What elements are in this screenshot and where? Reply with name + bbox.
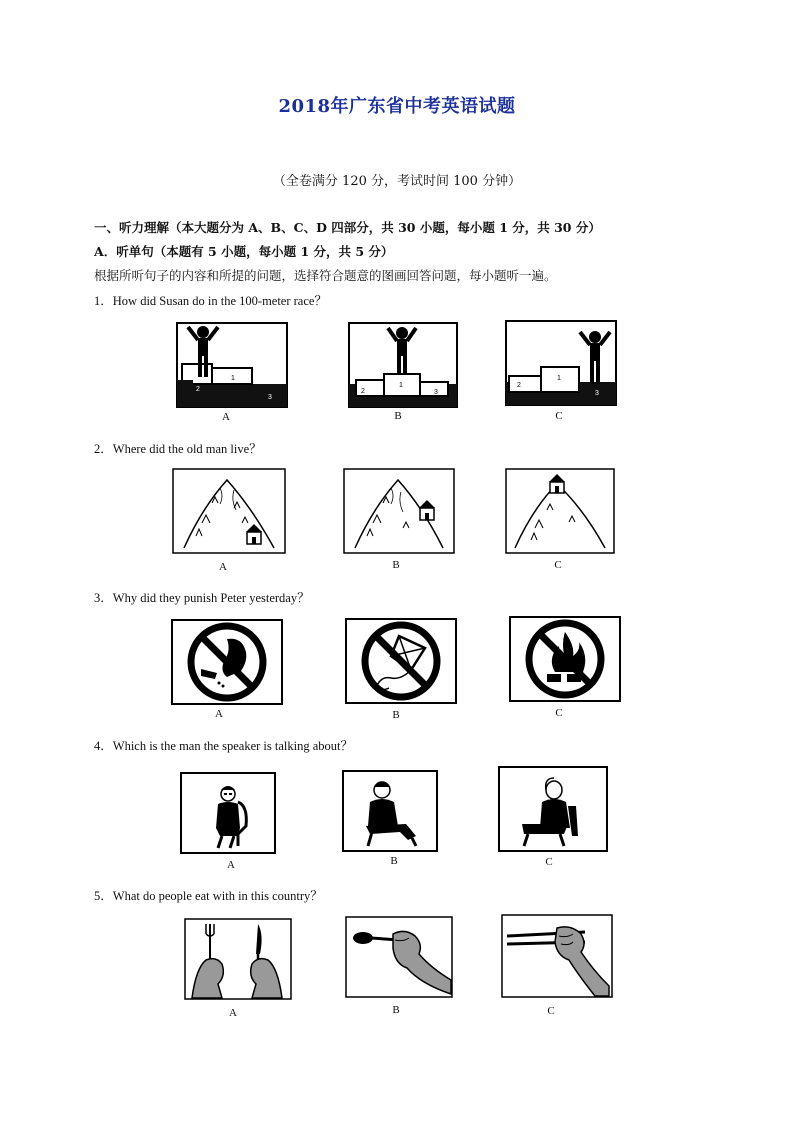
option-label-2a: A — [219, 561, 227, 573]
option-picture-4c[interactable] — [498, 766, 608, 852]
option-picture-2b[interactable] — [343, 468, 455, 554]
question-3 — [94, 588, 310, 606]
option-picture-2c[interactable] — [505, 468, 615, 554]
option-label-3c: C — [555, 707, 563, 719]
exam-subtitle: （全卷满分 120 分，考试时间 100 分钟） — [272, 174, 522, 189]
option-picture-5c[interactable] — [501, 914, 613, 998]
section-heading: 一、听力理解（本大题分为 A、B、C、D 四部分，共 30 小题，每小题 1 分，共 30 分） — [94, 220, 601, 235]
part-a-instruction: 根据所听句子的内容和所提的问题，选择符合题意的图画回答问题，每小题听一遍。 — [94, 268, 557, 283]
question-2 — [94, 439, 262, 457]
question-text: Where did the old man live？ — [112, 442, 262, 456]
question-number: 4． — [94, 739, 113, 753]
option-picture-3a[interactable] — [171, 619, 283, 705]
option-picture-1a[interactable] — [176, 322, 288, 408]
option-picture-4b[interactable] — [342, 770, 438, 852]
option-picture-3c[interactable] — [509, 616, 621, 702]
question-4 — [94, 736, 353, 754]
option-picture-3b[interactable] — [345, 618, 457, 704]
option-label-1c: C — [555, 410, 563, 422]
part-a-heading: A．听单句（本题有 5 小题，每小题 1 分，共 5 分） — [94, 244, 394, 259]
page-title: 2018年广东省中考英语试题 — [278, 96, 516, 117]
svg-text:2: 2 — [196, 386, 200, 393]
question-text: Why did they punish Peter yesterday？ — [112, 591, 310, 605]
option-picture-1b[interactable] — [348, 322, 458, 408]
question-number: 2． — [94, 442, 113, 456]
question-text: Which is the man the speaker is talking about？ — [112, 739, 353, 753]
question-1 — [94, 291, 327, 309]
option-label-4a: A — [227, 859, 235, 871]
svg-text:1: 1 — [399, 382, 403, 389]
svg-text:1: 1 — [557, 375, 561, 382]
option-picture-5b[interactable] — [345, 916, 453, 998]
svg-text:3: 3 — [595, 390, 599, 397]
option-label-3b: B — [392, 709, 400, 721]
option-label-5b: B — [392, 1004, 400, 1016]
option-picture-5a[interactable] — [184, 918, 292, 1000]
option-picture-2a[interactable] — [172, 468, 286, 554]
question-5 — [94, 886, 323, 904]
question-text: How did Susan do in the 100-meter race？ — [112, 294, 327, 308]
option-label-5a: A — [229, 1007, 237, 1019]
option-label-3a: A — [215, 708, 223, 720]
option-picture-1c[interactable] — [505, 320, 617, 406]
question-text: What do people eat with in this country？ — [112, 889, 323, 903]
option-label-2b: B — [392, 559, 400, 571]
option-label-4b: B — [390, 855, 398, 867]
svg-text:3: 3 — [268, 394, 272, 401]
option-label-2c: C — [554, 559, 562, 571]
option-label-4c: C — [545, 856, 553, 868]
svg-text:2: 2 — [361, 388, 365, 395]
svg-text:3: 3 — [434, 389, 438, 396]
question-number: 3． — [94, 591, 113, 605]
option-label-1b: B — [394, 410, 402, 422]
question-number: 1． — [94, 294, 113, 308]
option-picture-4a[interactable] — [180, 772, 276, 854]
svg-text:1: 1 — [231, 375, 235, 382]
svg-text:2: 2 — [517, 382, 521, 389]
question-number: 5． — [94, 889, 113, 903]
option-label-5c: C — [547, 1005, 555, 1017]
option-label-1a: A — [222, 411, 230, 423]
